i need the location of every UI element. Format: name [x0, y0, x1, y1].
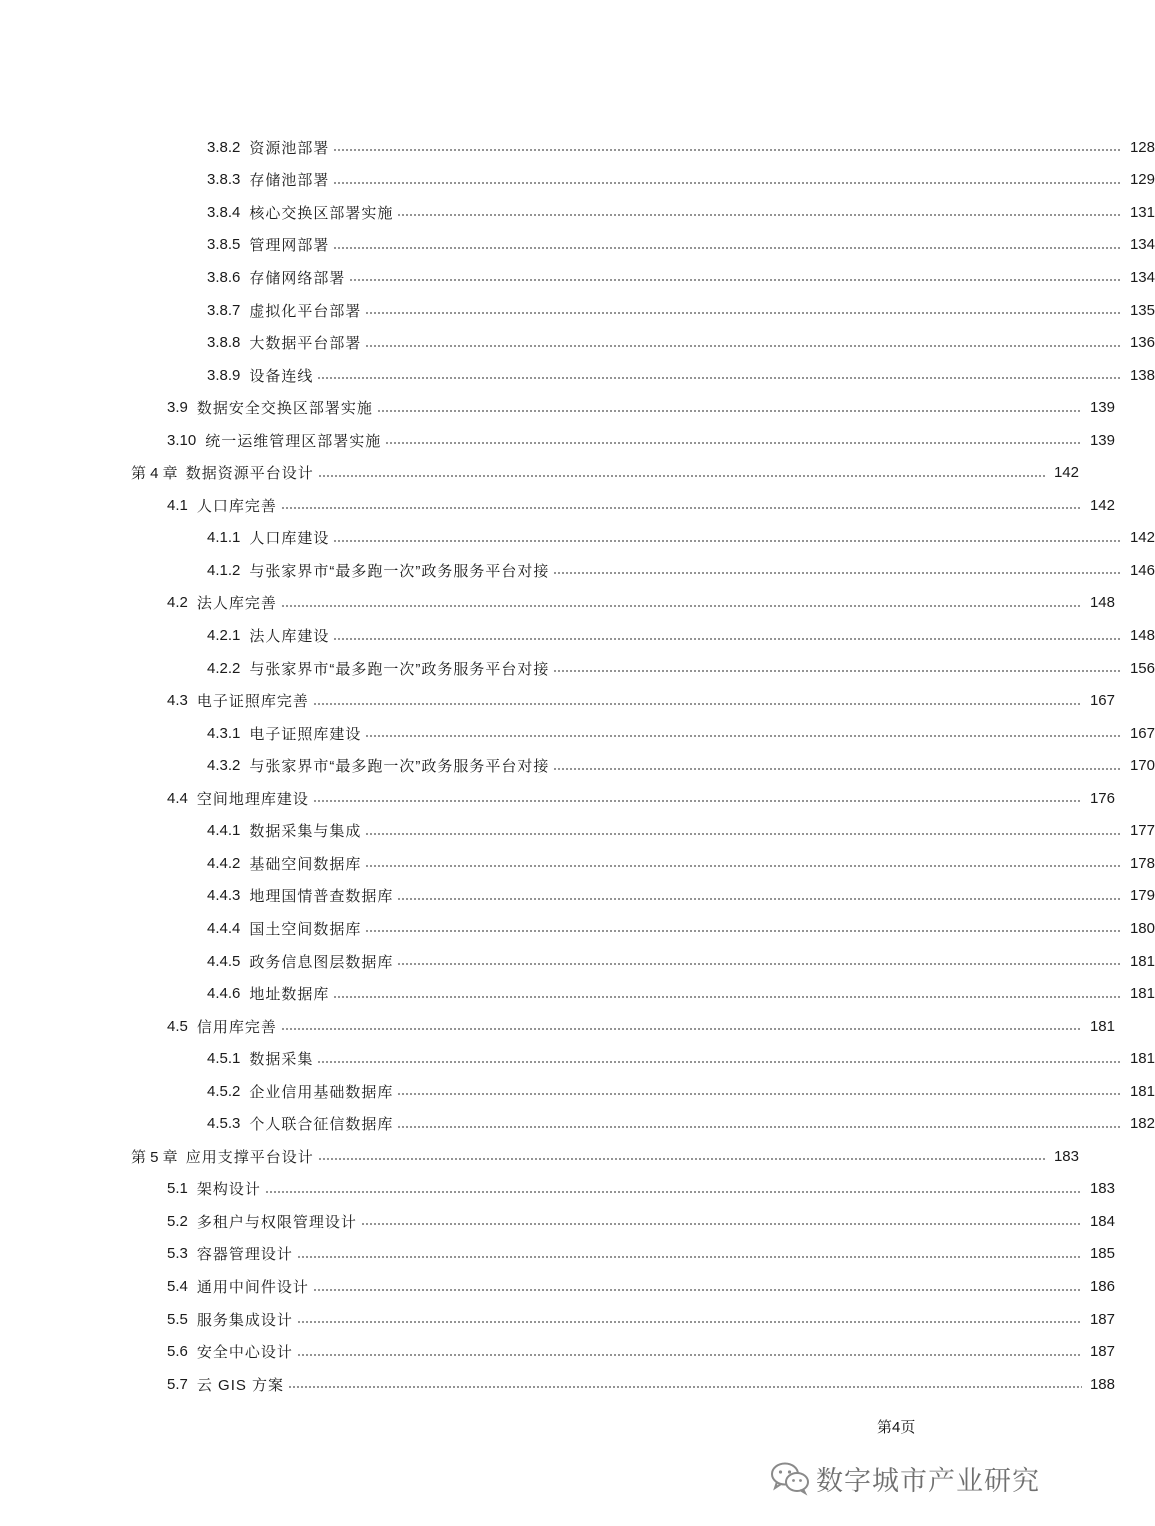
toc-entry-page: 170: [1129, 757, 1155, 775]
toc-entry[interactable]: [0, 457, 1079, 490]
toc-dot-leader: [553, 670, 1122, 672]
toc-entry[interactable]: [0, 196, 1155, 229]
toc-entry[interactable]: [0, 359, 1155, 392]
toc-entry[interactable]: [0, 164, 1155, 197]
toc-entry-title: 与张家界市“最多跑一次”政务服务平台对接: [249, 660, 550, 678]
toc-dot-leader: [365, 865, 1122, 867]
toc-entry-title: 国土空间数据库: [249, 920, 362, 938]
toc-entry-number: 第 5 章: [131, 1148, 178, 1166]
toc-entry-page: 138: [1129, 366, 1155, 384]
toc-dot-leader: [318, 1158, 1046, 1160]
toc-dot-leader: [397, 898, 1122, 900]
toc-entry[interactable]: [0, 1140, 1079, 1173]
wechat-icon: [770, 1461, 810, 1495]
toc-dot-leader: [265, 1191, 1082, 1193]
toc-entry-page: 146: [1129, 561, 1155, 579]
toc-entry-page: 142: [1129, 529, 1155, 547]
toc-dot-leader: [313, 800, 1082, 802]
toc-entry[interactable]: [0, 131, 1155, 164]
toc-dot-leader: [333, 247, 1122, 249]
toc-entry-number: 4.4.6: [207, 985, 241, 1003]
toc-dot-leader: [365, 833, 1122, 835]
toc-entry[interactable]: [0, 652, 1155, 685]
toc-dot-leader: [361, 1223, 1082, 1225]
toc-entry-title: 存储网络部署: [249, 269, 346, 287]
toc-entry-number: 4.4.5: [207, 952, 241, 970]
toc-entry-page: 176: [1089, 789, 1115, 807]
toc-entry[interactable]: [0, 522, 1155, 555]
watermark-text: 数字城市产业研究: [816, 1465, 1040, 1496]
toc-entry-number: 4.4.1: [207, 822, 241, 840]
toc-entry-number: 4.4.4: [207, 919, 241, 937]
toc-entry-title: 通用中间件设计: [196, 1279, 309, 1297]
toc-entry-number: 4.1.1: [207, 529, 241, 547]
toc-entry-page: 182: [1129, 1115, 1155, 1133]
toc-entry-page: 134: [1129, 268, 1155, 286]
toc-entry-number: 4.3.2: [207, 757, 241, 775]
toc-dot-leader: [365, 930, 1122, 932]
toc-entry-title: 安全中心设计: [196, 1344, 293, 1362]
toc-dot-leader: [553, 768, 1122, 770]
toc-dot-leader: [385, 442, 1082, 444]
toc-entry-number: 5.6: [167, 1343, 188, 1361]
toc-entry-page: 183: [1053, 1147, 1079, 1165]
toc-entry-number: 3.10: [167, 431, 197, 449]
toc-dot-leader: [365, 735, 1122, 737]
toc-entry-number: 4.4: [167, 789, 188, 807]
toc-entry-title: 统一运维管理区部署实施: [205, 432, 382, 450]
toc-dot-leader: [397, 963, 1122, 965]
toc-entry-page: 148: [1129, 627, 1155, 645]
toc-entry[interactable]: [0, 1108, 1155, 1141]
toc-entry-title: 电子证照库建设: [249, 725, 362, 743]
toc-entry-page: 186: [1089, 1278, 1115, 1296]
toc-entry-number: 5.5: [167, 1310, 188, 1328]
toc-entry-page: 180: [1129, 919, 1155, 937]
toc-entry-number: 3.8.4: [207, 203, 241, 221]
toc-entry-title: 人口库建设: [249, 530, 330, 548]
toc-entry-page: 181: [1129, 985, 1155, 1003]
toc-entry[interactable]: [0, 391, 1115, 424]
toc-entry-title: 虚拟化平台部署: [249, 302, 362, 320]
toc-entry[interactable]: [0, 945, 1155, 978]
toc-dot-leader: [313, 703, 1082, 705]
toc-entry-page: 188: [1089, 1375, 1115, 1393]
toc-dot-leader: [365, 345, 1122, 347]
toc-entry-title: 政务信息图层数据库: [249, 953, 394, 971]
toc-entry-title: 数据资源平台设计: [185, 465, 314, 483]
toc-dot-leader: [365, 312, 1122, 314]
toc-entry[interactable]: [0, 619, 1155, 652]
toc-entry-page: 167: [1089, 692, 1115, 710]
toc-entry[interactable]: [0, 749, 1155, 782]
toc-dot-leader: [317, 377, 1122, 379]
toc-entry-number: 3.8.9: [207, 366, 241, 384]
toc-entry-page: 135: [1129, 301, 1155, 319]
toc-entry-number: 3.9: [167, 399, 188, 417]
toc-entry-title: 数据采集: [249, 1051, 314, 1069]
toc-entry[interactable]: [0, 1205, 1115, 1238]
toc-entry-title: 容器管理设计: [196, 1246, 293, 1264]
watermark: [770, 1456, 1040, 1500]
toc-entry-page: 131: [1129, 203, 1155, 221]
toc-entry-number: 4.1: [167, 496, 188, 514]
toc-entry-title: 信用库完善: [196, 1018, 277, 1036]
toc-entry-title: 存储池部署: [249, 172, 330, 190]
toc-entry-number: 3.8.5: [207, 236, 241, 254]
toc-dot-leader: [281, 507, 1082, 509]
toc-entry-page: 134: [1129, 236, 1155, 254]
toc-entry-number: 5.7: [167, 1375, 188, 1393]
toc-entry-title: 法人库建设: [249, 628, 330, 646]
toc-dot-leader: [318, 475, 1046, 477]
toc-entry-page: 128: [1129, 138, 1155, 156]
toc-entry-number: 4.4.3: [207, 887, 241, 905]
toc-entry[interactable]: [0, 847, 1155, 880]
toc-entry-number: 4.5.1: [207, 1050, 241, 1068]
toc-entry-number: 3.8.8: [207, 334, 241, 352]
toc-entry-page: 184: [1089, 1212, 1115, 1230]
toc-entry-title: 云 GIS 方案: [196, 1376, 285, 1394]
toc-entry-title: 设备连线: [249, 367, 314, 385]
toc-entry-number: 5.2: [167, 1212, 188, 1230]
page-number: 第4页: [877, 1419, 916, 1436]
toc-entry-page: 181: [1129, 1082, 1155, 1100]
toc-entry-number: 4.2: [167, 594, 188, 612]
toc-entry-title: 核心交换区部署实施: [249, 204, 394, 222]
toc-entry-page: 177: [1129, 822, 1155, 840]
toc-entry-page: 129: [1129, 171, 1155, 189]
toc-entry-number: 3.8.6: [207, 268, 241, 286]
toc-dot-leader: [297, 1321, 1082, 1323]
toc-entry[interactable]: [0, 1010, 1115, 1043]
toc-entry-number: 4.3: [167, 692, 188, 710]
toc-entry-title: 数据采集与集成: [249, 823, 362, 841]
toc-dot-leader: [333, 638, 1122, 640]
toc-entry-title: 架构设计: [196, 1181, 261, 1199]
toc-entry-number: 3.8.2: [207, 138, 241, 156]
toc-entry-title: 多租户与权限管理设计: [196, 1213, 357, 1231]
toc-entry-title: 个人联合征信数据库: [249, 1116, 394, 1134]
toc-dot-leader: [377, 410, 1082, 412]
toc-entry-number: 5.4: [167, 1278, 188, 1296]
toc-entry-number: 第 4 章: [131, 465, 178, 483]
toc-dot-leader: [397, 214, 1122, 216]
toc-entry[interactable]: [0, 1270, 1115, 1303]
toc-entry[interactable]: [0, 1238, 1115, 1271]
toc-dot-leader: [288, 1386, 1082, 1388]
toc-entry-title: 地址数据库: [249, 986, 330, 1004]
toc-entry[interactable]: [0, 1075, 1155, 1108]
toc-entry[interactable]: [0, 782, 1115, 815]
toc-entry-title: 企业信用基础数据库: [249, 1083, 394, 1101]
toc-entry-page: 179: [1129, 887, 1155, 905]
toc-entry[interactable]: [0, 880, 1155, 913]
toc-entry-title: 地理国情普查数据库: [249, 888, 394, 906]
toc-entry[interactable]: [0, 977, 1155, 1010]
toc-entry-page: 183: [1089, 1180, 1115, 1198]
toc-dot-leader: [397, 1093, 1122, 1095]
toc-dot-leader: [333, 996, 1122, 998]
toc-entry-title: 服务集成设计: [196, 1311, 293, 1329]
toc-entry-page: 139: [1089, 431, 1115, 449]
toc-entry-title: 基础空间数据库: [249, 855, 362, 873]
toc-entry-number: 4.1.2: [207, 561, 241, 579]
toc-entry[interactable]: [0, 261, 1155, 294]
toc-entry-title: 大数据平台部署: [249, 335, 362, 353]
toc-entry[interactable]: [0, 1042, 1155, 1075]
toc-entry-title: 与张家界市“最多跑一次”政务服务平台对接: [249, 562, 550, 580]
toc-dot-leader: [297, 1256, 1082, 1258]
toc-entry-page: 167: [1129, 724, 1155, 742]
toc-entry-page: 187: [1089, 1310, 1115, 1328]
toc-entry[interactable]: [0, 424, 1115, 457]
toc-dot-leader: [333, 149, 1122, 151]
toc-dot-leader: [349, 279, 1122, 281]
toc-dot-leader: [333, 540, 1122, 542]
toc-entry-title: 与张家界市“最多跑一次”政务服务平台对接: [249, 758, 550, 776]
toc-entry[interactable]: [0, 912, 1155, 945]
toc-entry-page: 148: [1089, 594, 1115, 612]
toc-entry-page: 181: [1089, 1017, 1115, 1035]
toc-entry[interactable]: [0, 1173, 1115, 1206]
toc-entry[interactable]: [0, 229, 1155, 262]
toc-entry-number: 4.5.2: [207, 1082, 241, 1100]
toc-entry-page: 156: [1129, 659, 1155, 677]
toc-entry-number: 3.8.3: [207, 171, 241, 189]
toc-entry-number: 5.3: [167, 1245, 188, 1263]
toc-entry-number: 4.2.2: [207, 659, 241, 677]
toc-entry[interactable]: [0, 1368, 1115, 1401]
toc-entry[interactable]: [0, 326, 1155, 359]
toc-entry[interactable]: [0, 294, 1155, 327]
toc-entry[interactable]: [0, 815, 1155, 848]
toc-entry-number: 4.4.2: [207, 854, 241, 872]
toc-entry[interactable]: [0, 1335, 1115, 1368]
toc-dot-leader: [281, 605, 1082, 607]
toc-dot-leader: [281, 1028, 1082, 1030]
toc-entry-number: 5.1: [167, 1180, 188, 1198]
toc-entry[interactable]: [0, 489, 1115, 522]
toc-entry-page: 181: [1129, 952, 1155, 970]
toc-dot-leader: [333, 182, 1122, 184]
toc-entry-title: 数据安全交换区部署实施: [196, 400, 373, 418]
toc-entry-page: 142: [1089, 496, 1115, 514]
toc-entry-page: 136: [1129, 334, 1155, 352]
toc-entry[interactable]: [0, 587, 1115, 620]
toc-entry-title: 空间地理库建设: [196, 790, 309, 808]
toc-entry-page: 185: [1089, 1245, 1115, 1263]
toc-entry-number: 3.8.7: [207, 301, 241, 319]
toc-entry-title: 资源池部署: [249, 139, 330, 157]
toc-entry-number: 4.2.1: [207, 627, 241, 645]
toc-dot-leader: [553, 572, 1122, 574]
toc-entry-number: 4.3.1: [207, 724, 241, 742]
toc-entry-page: 139: [1089, 399, 1115, 417]
toc-entry[interactable]: [0, 684, 1115, 717]
toc-entry-page: 187: [1089, 1343, 1115, 1361]
toc-entry[interactable]: [0, 1303, 1115, 1336]
toc-entry-title: 应用支撑平台设计: [185, 1148, 314, 1166]
toc-entry-page: 181: [1129, 1050, 1155, 1068]
toc-dot-leader: [397, 1126, 1122, 1128]
toc-entry-number: 4.5.3: [207, 1115, 241, 1133]
toc-entry[interactable]: [0, 717, 1155, 750]
toc-entry-title: 法人库完善: [196, 595, 277, 613]
toc-dot-leader: [297, 1354, 1082, 1356]
toc-entry-title: 电子证照库完善: [196, 693, 309, 711]
toc-entry-title: 管理网部署: [249, 237, 330, 255]
toc-dot-leader: [313, 1289, 1082, 1291]
toc-entry[interactable]: [0, 554, 1155, 587]
toc-dot-leader: [317, 1061, 1122, 1063]
toc-entry-title: 人口库完善: [196, 497, 277, 515]
toc-entry-number: 4.5: [167, 1017, 188, 1035]
toc-entry-page: 178: [1129, 854, 1155, 872]
toc-entry-page: 142: [1053, 464, 1079, 482]
